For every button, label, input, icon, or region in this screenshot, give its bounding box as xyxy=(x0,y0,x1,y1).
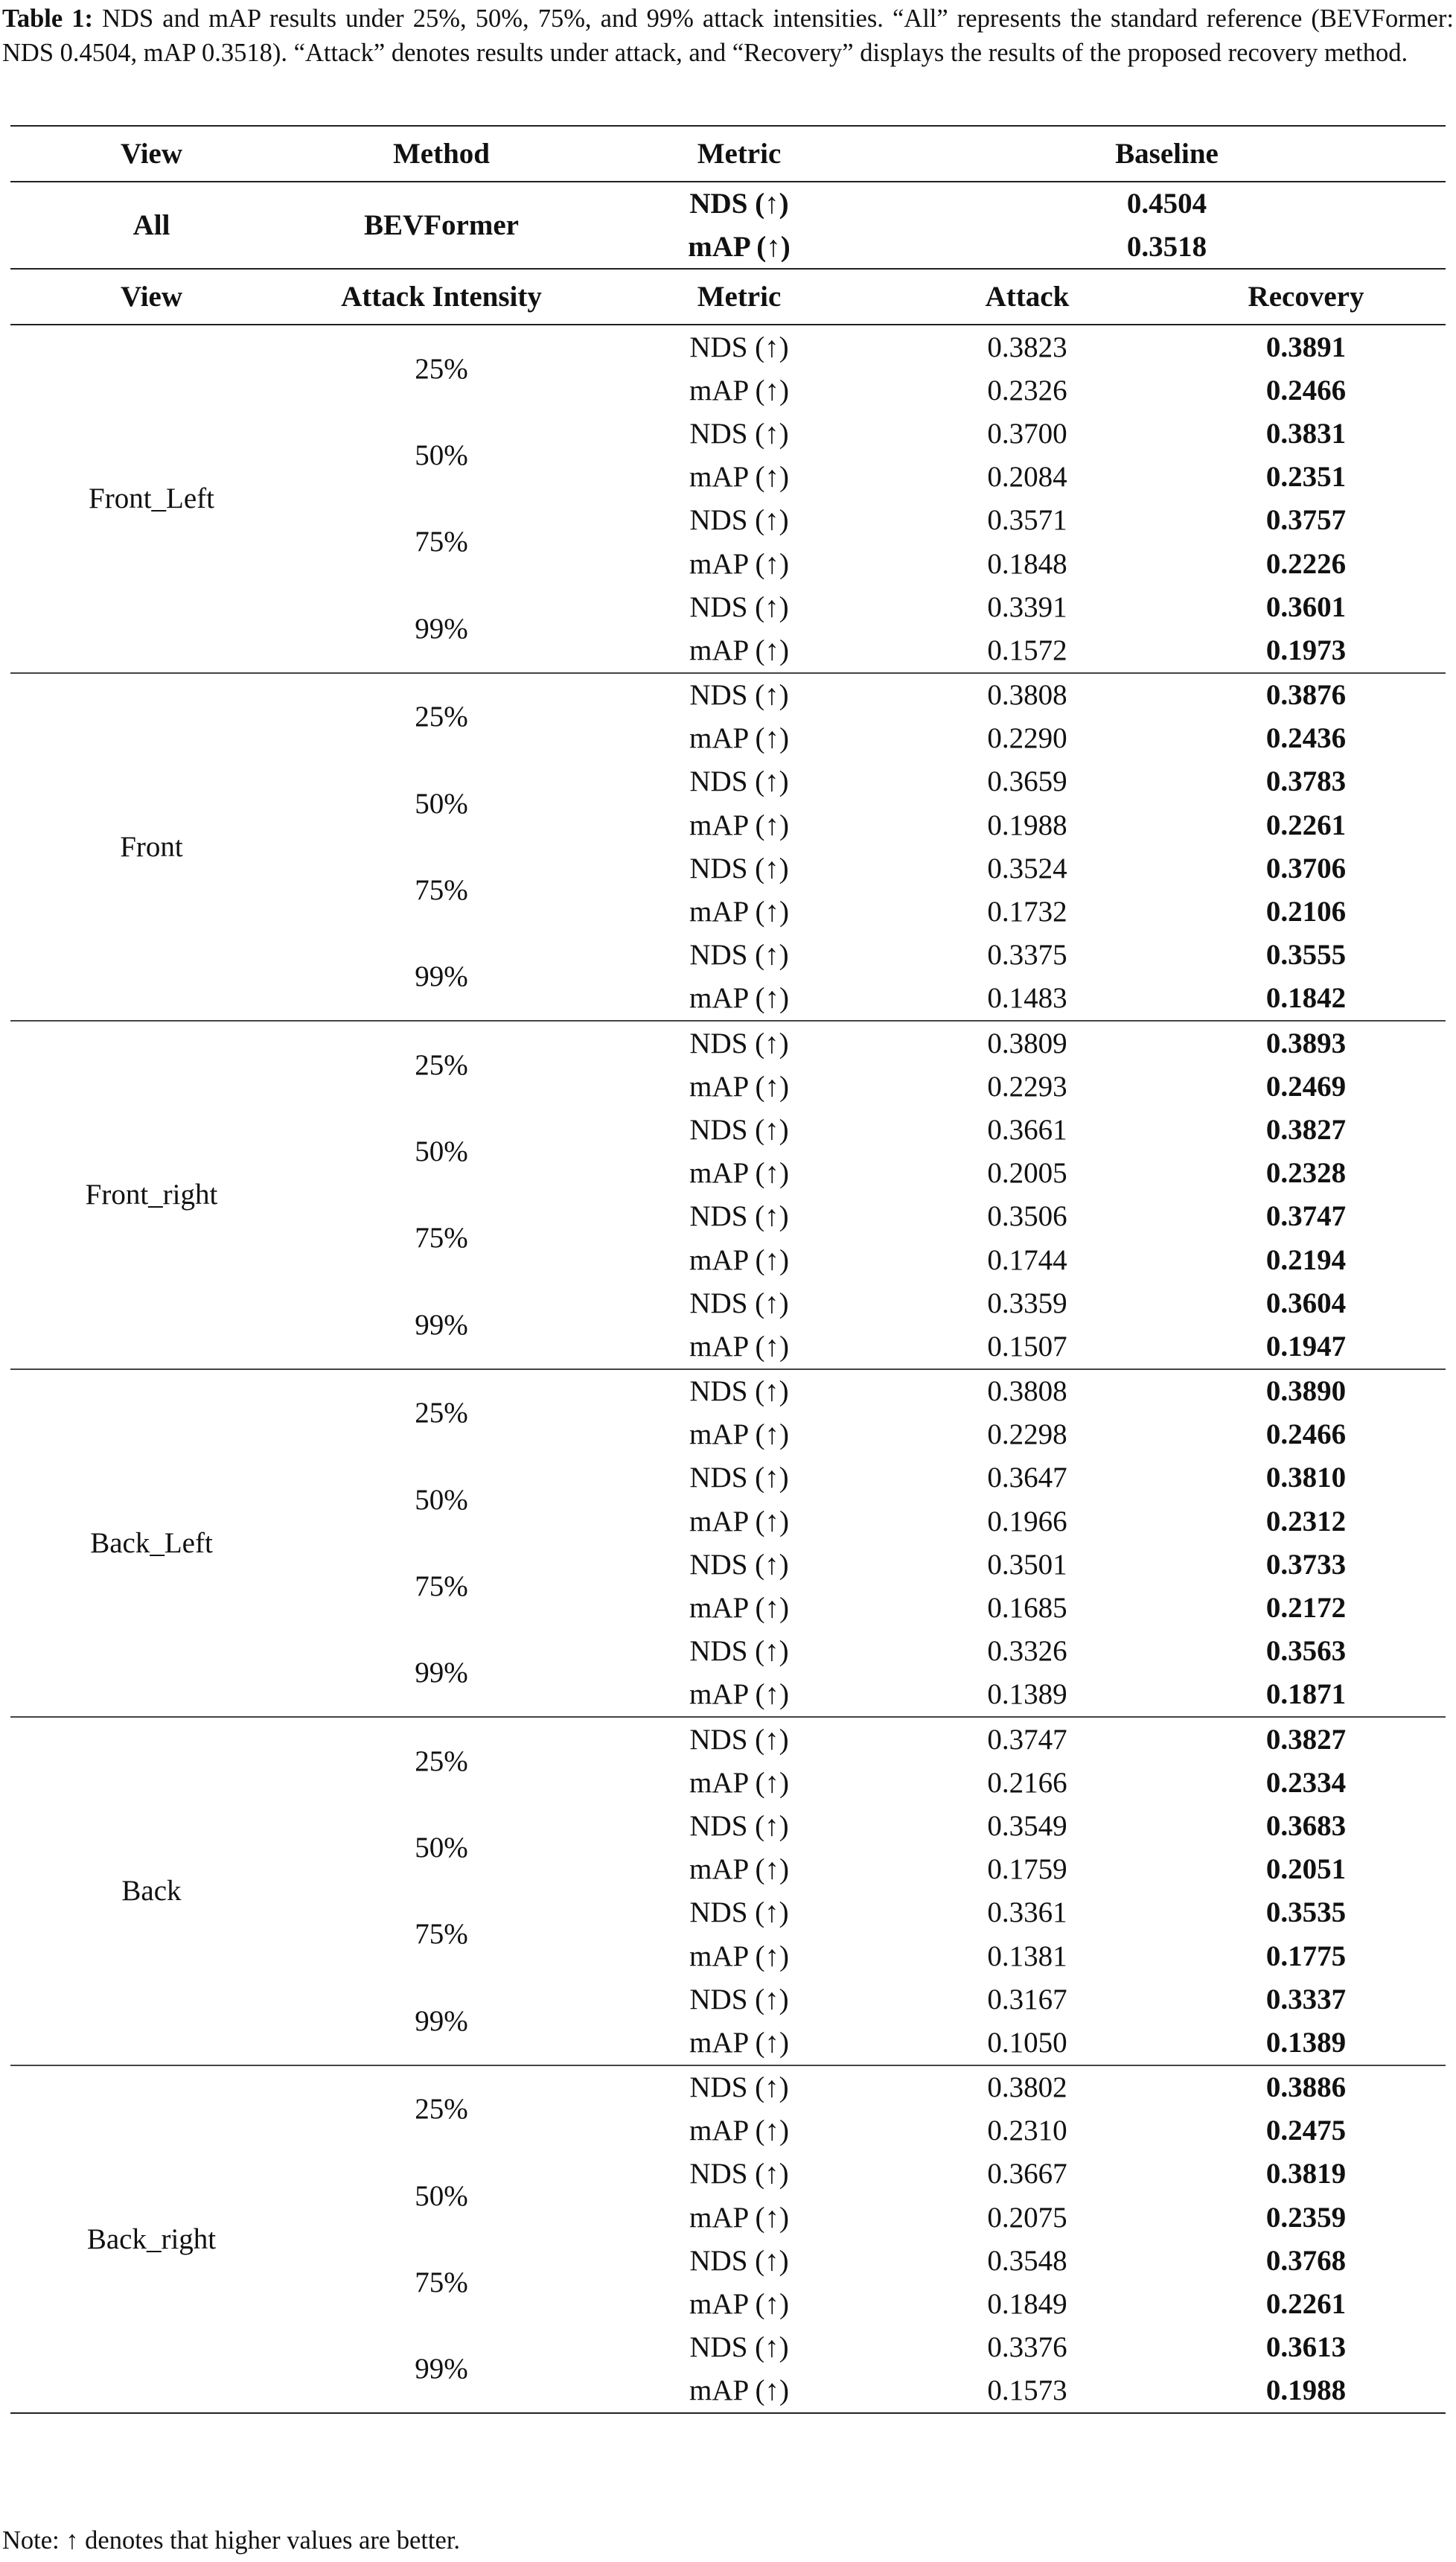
intensity-cell: 75% xyxy=(415,1918,468,1951)
recovery-value: 0.2172 xyxy=(1265,1592,1347,1625)
recovery-value: 0.3683 xyxy=(1265,1809,1347,1842)
reference-nds-metric: NDS (↑) xyxy=(689,188,789,220)
metric-cell: NDS (↑) xyxy=(689,1027,789,1059)
attack-value: 0.3808 xyxy=(987,1375,1067,1408)
intensity-cell: 75% xyxy=(415,1570,468,1602)
metric-cell: mAP (↑) xyxy=(689,1243,789,1276)
recovery-value: 0.3337 xyxy=(1265,1983,1347,2015)
recovery-value: 0.3535 xyxy=(1265,1896,1347,1929)
metric-cell: mAP (↑) xyxy=(689,2201,789,2234)
intensity-cell: 50% xyxy=(415,787,468,820)
attack-value: 0.1507 xyxy=(987,1330,1067,1363)
view-cell: Back_right xyxy=(10,2065,293,2414)
table-row xyxy=(10,2065,1446,2109)
intensity-cell: 25% xyxy=(415,1048,468,1081)
attack-value: 0.2084 xyxy=(987,461,1067,494)
metric-cell: mAP (↑) xyxy=(689,1070,789,1103)
recovery-value: 0.2106 xyxy=(1265,896,1347,928)
metric-cell: mAP (↑) xyxy=(689,1330,789,1363)
recovery-value: 0.1842 xyxy=(1265,982,1347,1015)
recovery-value: 0.2475 xyxy=(1265,2115,1347,2147)
table-row xyxy=(10,673,1446,717)
header-recovery: Recovery xyxy=(1248,281,1364,313)
intensity-cell: 99% xyxy=(293,1281,590,1368)
metric-cell: mAP (↑) xyxy=(689,1940,789,1972)
reference-nds-value: 0.4504 xyxy=(1126,188,1207,220)
metric-cell: NDS (↑) xyxy=(689,1113,789,1146)
reference-map-value: 0.3518 xyxy=(1126,230,1207,263)
metric-cell: NDS (↑) xyxy=(689,1723,789,1756)
metric-cell: mAP (↑) xyxy=(689,1592,789,1625)
attack-value: 0.1744 xyxy=(987,1243,1067,1276)
recovery-value: 0.2226 xyxy=(1265,547,1347,580)
attack-value: 0.1381 xyxy=(987,1940,1067,1972)
intensity-cell: 99% xyxy=(293,2326,590,2413)
header-metric-2: Metric xyxy=(697,281,782,313)
attack-value: 0.2075 xyxy=(987,2201,1067,2234)
attack-value: 0.3747 xyxy=(987,1723,1067,1756)
view-cell: Back xyxy=(10,1717,293,2065)
caption-label: Table 1: xyxy=(2,4,94,33)
intensity-cell: 25% xyxy=(415,1744,468,1777)
attack-value: 0.1849 xyxy=(987,2288,1067,2321)
attack-value: 0.3823 xyxy=(987,331,1067,363)
reference-method: BEVFormer xyxy=(293,182,590,269)
metric-cell: NDS (↑) xyxy=(689,1287,789,1319)
metric-cell: NDS (↑) xyxy=(689,765,789,798)
metric-cell: mAP (↑) xyxy=(689,461,789,494)
metric-cell: NDS (↑) xyxy=(689,1635,789,1668)
recovery-value: 0.2261 xyxy=(1265,2288,1347,2321)
recovery-value: 0.2261 xyxy=(1265,809,1347,841)
intensity-cell: 50% xyxy=(415,439,468,472)
metric-cell: NDS (↑) xyxy=(689,2331,789,2364)
metric-cell: mAP (↑) xyxy=(689,2026,789,2059)
table-row xyxy=(10,325,1446,369)
attack-value: 0.3326 xyxy=(987,1635,1067,1668)
attack-value: 0.3808 xyxy=(987,679,1067,712)
recovery-value: 0.3827 xyxy=(1265,1113,1347,1146)
metric-cell: mAP (↑) xyxy=(689,374,789,407)
header-method: Method xyxy=(393,138,490,170)
metric-cell: mAP (↑) xyxy=(689,2374,789,2407)
recovery-value: 0.3831 xyxy=(1265,417,1347,450)
metric-cell: NDS (↑) xyxy=(689,2244,789,2277)
metric-cell: mAP (↑) xyxy=(689,2288,789,2321)
header-view-2: View xyxy=(120,281,183,313)
recovery-value: 0.3604 xyxy=(1265,1287,1347,1319)
attack-value: 0.1732 xyxy=(987,896,1067,928)
recovery-value: 0.1973 xyxy=(1265,634,1347,666)
caption-text: NDS and mAP results under 25%, 50%, 75%, and 99% attack intensities. “All” represents the standard reference (BEVFormer: NDS 0.4504, mAP 0.3518). “Attack” denotes results under attack, and “Recovery” displays the results of the proposed recovery method. xyxy=(2,4,1455,67)
attack-value: 0.2326 xyxy=(987,374,1067,407)
recovery-value: 0.3810 xyxy=(1265,1462,1347,1494)
attack-value: 0.3549 xyxy=(987,1809,1067,1842)
intensity-cell: 75% xyxy=(415,873,468,906)
recovery-value: 0.2436 xyxy=(1265,722,1347,755)
attack-value: 0.1483 xyxy=(987,982,1067,1015)
table-caption xyxy=(2,1,1454,70)
attack-value: 0.2005 xyxy=(987,1157,1067,1190)
recovery-value: 0.2051 xyxy=(1265,1853,1347,1886)
intensity-cell: 99% xyxy=(293,1630,590,1717)
header-baseline: Baseline xyxy=(1115,138,1219,170)
reference-section xyxy=(10,182,1446,325)
header-metric: Metric xyxy=(697,138,782,170)
attack-value: 0.1848 xyxy=(987,547,1067,580)
metric-cell: mAP (↑) xyxy=(689,1505,789,1537)
metric-cell: NDS (↑) xyxy=(689,939,789,972)
intensity-cell: 99% xyxy=(293,585,590,672)
intensity-cell: 25% xyxy=(415,2093,468,2126)
intensity-cell: 50% xyxy=(415,1832,468,1864)
attack-value: 0.3802 xyxy=(987,2071,1067,2104)
attack-value: 0.1966 xyxy=(987,1505,1067,1537)
metric-cell: NDS (↑) xyxy=(689,679,789,712)
metric-cell: NDS (↑) xyxy=(689,1896,789,1929)
intensity-cell: 50% xyxy=(415,1135,468,1168)
attack-value: 0.3361 xyxy=(987,1896,1067,1929)
attack-value: 0.1573 xyxy=(987,2374,1067,2407)
attack-value: 0.3647 xyxy=(987,1462,1067,1494)
metric-cell: NDS (↑) xyxy=(689,2071,789,2104)
attack-value: 0.1050 xyxy=(987,2026,1067,2059)
view-cell: Back_Left xyxy=(10,1369,293,1718)
header-row-baseline xyxy=(10,126,1446,182)
metric-cell: NDS (↑) xyxy=(689,1462,789,1494)
attack-value: 0.1759 xyxy=(987,1853,1067,1886)
intensity-cell: 75% xyxy=(415,526,468,558)
recovery-value: 0.3890 xyxy=(1265,1375,1347,1408)
attack-value: 0.1988 xyxy=(987,809,1067,841)
recovery-value: 0.3563 xyxy=(1265,1635,1347,1668)
recovery-value: 0.2359 xyxy=(1265,2201,1347,2234)
attack-value: 0.3809 xyxy=(987,1027,1067,1059)
intensity-cell: 75% xyxy=(415,2266,468,2298)
attack-value: 0.2298 xyxy=(987,1418,1067,1451)
metric-cell: NDS (↑) xyxy=(689,1983,789,2015)
metric-cell: NDS (↑) xyxy=(689,1548,789,1581)
reference-map-metric: mAP (↑) xyxy=(688,230,791,263)
metric-cell: mAP (↑) xyxy=(689,982,789,1015)
header-row-attack xyxy=(10,269,1446,325)
recovery-value: 0.2334 xyxy=(1265,1766,1347,1799)
metric-cell: NDS (↑) xyxy=(689,1375,789,1408)
attack-value: 0.3167 xyxy=(987,1983,1067,2015)
recovery-value: 0.2466 xyxy=(1265,374,1347,407)
reference-row-nds xyxy=(10,182,1446,226)
header-view: View xyxy=(120,138,183,170)
metric-cell: mAP (↑) xyxy=(689,2115,789,2147)
recovery-value: 0.3886 xyxy=(1265,2071,1347,2104)
attack-value: 0.3391 xyxy=(987,590,1067,623)
attack-value: 0.3359 xyxy=(987,1287,1067,1319)
recovery-value: 0.1947 xyxy=(1265,1330,1347,1363)
recovery-value: 0.3747 xyxy=(1265,1200,1347,1233)
attack-value: 0.2293 xyxy=(987,1070,1067,1103)
metric-cell: mAP (↑) xyxy=(689,547,789,580)
recovery-value: 0.2351 xyxy=(1265,461,1347,494)
recovery-value: 0.3893 xyxy=(1265,1027,1347,1059)
recovery-value: 0.3768 xyxy=(1265,2244,1347,2277)
recovery-value: 0.2328 xyxy=(1265,1157,1347,1190)
header-intensity: Attack Intensity xyxy=(341,281,542,313)
table-row xyxy=(10,1369,1446,1413)
metric-cell: mAP (↑) xyxy=(689,1418,789,1451)
recovery-value: 0.3819 xyxy=(1265,2158,1347,2190)
attack-value: 0.3524 xyxy=(987,852,1067,885)
results-table-container xyxy=(10,125,1446,2414)
view-cell: Front xyxy=(10,673,293,1022)
attack-value: 0.3659 xyxy=(987,765,1067,798)
attack-value: 0.3667 xyxy=(987,2158,1067,2190)
metric-cell: NDS (↑) xyxy=(689,2158,789,2190)
metric-cell: mAP (↑) xyxy=(689,809,789,841)
table-note: Note: ↑ denotes that higher values are better. xyxy=(2,2526,461,2555)
view-cell: Front_right xyxy=(10,1021,293,1369)
recovery-value: 0.3601 xyxy=(1265,590,1347,623)
recovery-value: 0.3783 xyxy=(1265,765,1347,798)
metric-cell: mAP (↑) xyxy=(689,722,789,755)
attack-value: 0.2290 xyxy=(987,722,1067,755)
metric-cell: mAP (↑) xyxy=(689,1157,789,1190)
metric-cell: NDS (↑) xyxy=(689,504,789,537)
recovery-value: 0.3876 xyxy=(1265,679,1347,712)
attack-value: 0.3661 xyxy=(987,1113,1067,1146)
attack-value: 0.1389 xyxy=(987,1678,1067,1711)
attack-value: 0.1572 xyxy=(987,634,1067,666)
attack-value: 0.3700 xyxy=(987,417,1067,450)
reference-view: All xyxy=(10,182,293,269)
recovery-value: 0.1871 xyxy=(1265,1678,1347,1711)
recovery-value: 0.3891 xyxy=(1265,331,1347,363)
attack-value: 0.2310 xyxy=(987,2115,1067,2147)
results-table xyxy=(10,125,1446,2414)
metric-cell: NDS (↑) xyxy=(689,417,789,450)
intensity-cell: 25% xyxy=(415,701,468,733)
attack-value: 0.3548 xyxy=(987,2244,1067,2277)
attack-value: 0.3501 xyxy=(987,1548,1067,1581)
recovery-value: 0.2312 xyxy=(1265,1505,1347,1537)
intensity-cell: 99% xyxy=(293,934,590,1021)
metric-cell: NDS (↑) xyxy=(689,331,789,363)
attack-value: 0.3376 xyxy=(987,2331,1067,2364)
intensity-cell: 75% xyxy=(415,1222,468,1255)
recovery-value: 0.2466 xyxy=(1265,1418,1347,1451)
metric-cell: mAP (↑) xyxy=(689,634,789,666)
recovery-value: 0.2469 xyxy=(1265,1070,1347,1103)
intensity-cell: 25% xyxy=(415,352,468,385)
recovery-value: 0.1775 xyxy=(1265,1940,1347,1972)
metric-cell: NDS (↑) xyxy=(689,1809,789,1842)
intensity-cell: 50% xyxy=(415,2179,468,2212)
table-row xyxy=(10,1717,1446,1761)
recovery-value: 0.3555 xyxy=(1265,939,1347,972)
metric-cell: mAP (↑) xyxy=(689,1766,789,1799)
metric-cell: mAP (↑) xyxy=(689,1678,789,1711)
recovery-value: 0.1389 xyxy=(1265,2026,1347,2059)
view-cell: Front_Left xyxy=(10,325,293,673)
table-row xyxy=(10,1021,1446,1065)
recovery-value: 0.2194 xyxy=(1265,1243,1347,1276)
intensity-cell: 50% xyxy=(415,1483,468,1516)
metric-cell: NDS (↑) xyxy=(689,1200,789,1233)
results-body xyxy=(10,325,1446,2413)
intensity-cell: 99% xyxy=(293,1978,590,2065)
attack-value: 0.3571 xyxy=(987,504,1067,537)
recovery-value: 0.3757 xyxy=(1265,504,1347,537)
recovery-value: 0.3613 xyxy=(1265,2331,1347,2364)
attack-value: 0.1685 xyxy=(987,1592,1067,1625)
metric-cell: NDS (↑) xyxy=(689,852,789,885)
recovery-value: 0.1988 xyxy=(1265,2374,1347,2407)
metric-cell: mAP (↑) xyxy=(689,896,789,928)
metric-cell: mAP (↑) xyxy=(689,1853,789,1886)
attack-value: 0.3375 xyxy=(987,939,1067,972)
recovery-value: 0.3733 xyxy=(1265,1548,1347,1581)
metric-cell: NDS (↑) xyxy=(689,590,789,623)
intensity-cell: 25% xyxy=(415,1397,468,1430)
recovery-value: 0.3706 xyxy=(1265,852,1347,885)
attack-value: 0.3506 xyxy=(987,1200,1067,1233)
attack-value: 0.2166 xyxy=(987,1766,1067,1799)
recovery-value: 0.3827 xyxy=(1265,1723,1347,1756)
header-attack: Attack xyxy=(985,281,1070,313)
